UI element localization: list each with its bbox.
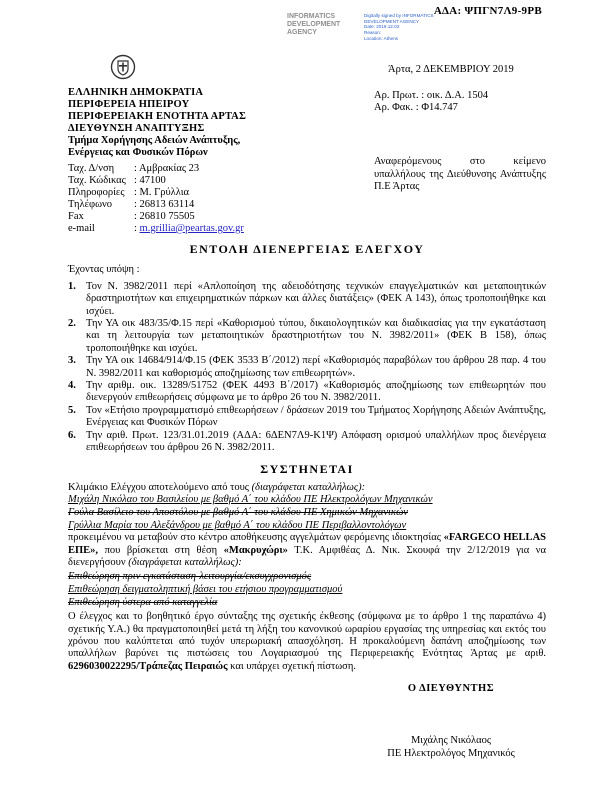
- team-intro-note: (διαγράφεται καταλλήλως):: [251, 481, 366, 493]
- list-item-text: Την αριθ. Πρωτ. 123/31.01.2019 (ΑΔΑ: 6ΔΕΝ7Λ9-Κ1Ψ) Απόφαση ορισμού υπαλλήλων προς διενέργεια επιθεωρήσεων του άρθρου 26 Ν. 3982/2011.: [86, 429, 546, 454]
- inspection-options: [68, 571, 546, 609]
- list-item: [68, 281, 546, 318]
- legal-references-list: [68, 281, 546, 455]
- inspection-text: προκειμένου να μεταβούν στο κέντρο αποθήκευσης αγγελμάτων φερόμενης ιδιοκτησίας: [68, 532, 444, 544]
- contact-row-fax: [68, 211, 368, 223]
- closing-text: και υπάρχει σχετική πίστωση.: [227, 660, 356, 672]
- contact-label: Fax: [68, 211, 84, 222]
- list-item: [68, 355, 546, 380]
- contact-value: : Αμβρακίας 23: [134, 163, 200, 174]
- location-name: «Μακρυχώρι»: [223, 544, 288, 556]
- list-item: [68, 430, 546, 455]
- list-item: [68, 405, 546, 430]
- section-heading-systinetai: ΣΥΣΤΗΝΕΤΑΙ: [260, 461, 354, 476]
- option-struck: Επιθεώρηση πριν εγκατάσταση-λειτουργία/εκσυγχρονισμός: [68, 571, 312, 583]
- option-kept: Επιθεώρηση δειγματοληπτική βάσει του ετήσιου προγραμματισμού: [68, 583, 343, 595]
- contact-row-postcode: [68, 175, 368, 187]
- list-item-text: Την ΥΑ οικ 483/35/Φ.15 περί «Καθορισμού τύπου, δικαιολογητικών και διαδικασίας για την εγκατάσταση και τη λειτουργία των μεταποιητικών δραστηριοτήτων του Ν. 3982/2011» (ΦΕΚ Β 158), όπως τροποποιήθηκε και ισχύει.: [86, 318, 546, 354]
- protocol-number: Αρ. Πρωτ. : οικ. Δ.Α. 1504: [374, 90, 489, 101]
- stamp-sig-line: Location: Athens: [364, 35, 398, 41]
- greek-emblem-icon: [110, 54, 136, 80]
- contact-row-phone: [68, 199, 368, 211]
- team-member-kept: Γρύλλια Μαρία του Αλεξάνδρου με βαθμό Α΄ του κλάδου ΠΕ Περιβαλλοντολόγων: [68, 519, 407, 531]
- list-item-number: 3.: [68, 355, 76, 367]
- contact-block: [68, 163, 368, 235]
- org-line-region: ΠΕΡΙΦΕΡΕΙΑ ΗΠΕΙΡΟΥ: [68, 99, 190, 110]
- digital-signature-stamp: [287, 13, 437, 42]
- contact-row-address: [68, 163, 368, 175]
- contact-label: Τηλέφωνο: [68, 199, 112, 210]
- having-regard-label: Έχοντας υπόψη :: [68, 264, 140, 276]
- contact-label: Ταχ. Δ/νση: [68, 163, 115, 174]
- stamp-sig-line: Reason:: [364, 30, 382, 36]
- contact-label: e-mail: [68, 223, 95, 234]
- department-line-1: Τμήμα Χορήγησης Αδειών Ανάπτυξης,: [68, 135, 241, 146]
- contact-value: : Μ. Γρύλλια: [134, 187, 190, 198]
- document-date: Άρτα, 2 ΔΕΚΕΜΒΡΙΟΥ 2019: [388, 64, 514, 75]
- option-struck: Επιθεώρηση ύστερα από καταγγελία: [68, 596, 218, 608]
- inspection-paragraph: [68, 532, 546, 569]
- recipient-text: Αναφερόμενους στο κείμενο υπαλλήλους της Διεύθυνσης Ανάπτυξης Π.Ε Άρτας: [374, 156, 546, 192]
- list-item-text: Την ΥΑ οικ 14684/914/Φ.15 (ΦΕΚ 3533 Β΄/2012) περί «Καθορισμός παραβόλων του άρθρου 28 παρ. 4 του Ν. 3982/2011 και καθορισμός αποζημίωσης των επιθεωρητών».: [86, 355, 546, 379]
- team-member-kept: Μιχάλη Νικόλαο του Βασιλείου με βαθμό Α΄ του κλάδου ΠΕ Ηλεκτρολόγων Μηχανικών: [68, 494, 433, 506]
- list-item-number: 1.: [68, 280, 76, 292]
- contact-value: : 47100: [134, 175, 166, 186]
- list-item: [68, 380, 546, 405]
- inspection-note: (διαγράφεται καταλλήλως):: [128, 556, 242, 568]
- inspection-text: που βρίσκεται στη θέση: [98, 544, 224, 556]
- signatory-name: Μιχάλης Νικόλαος: [410, 734, 492, 746]
- email-link[interactable]: m.grillia@peartas.gov.gr: [139, 223, 244, 234]
- signature-block: [356, 734, 546, 760]
- list-item-number: 6.: [68, 429, 76, 441]
- list-item-number: 5.: [68, 404, 76, 416]
- file-number: Αρ. Φακ. : Φ14.747: [374, 102, 458, 113]
- stamp-signature-details: [364, 13, 436, 42]
- list-item: [68, 318, 546, 355]
- team-intro-text: Κλιμάκιο Ελέγχου αποτελούμενο από τους: [68, 481, 252, 493]
- closing-text: Ο έλεγχος και το βοηθητικό έργο σύνταξης της σχετικής έκθεσης (σύμφωνα με το άρθρο 1 της παραπάνω 4) σχετικής Υ.Α.) θα πραγματοποιηθεί μετά τη λήξη του κανονικού ωραρίου εργασίας της υπηρεσίας και εκτός του χρόνου που καλύπτεται από τυχόν υπερωριακή απασχόληση. Η προκαλούμενη δαπάνη αποζημίωσης των υπαλλήλων βαρύνει τις πιστώσεις του Λογαριασμού της Περιφερειακής Ενότητας Άρτας με αριθ.: [68, 611, 546, 660]
- contact-value: : 26810 75505: [134, 211, 195, 222]
- signature-role: Ο ΔΙΕΥΘΥΝΤΗΣ: [407, 683, 495, 695]
- stamp-sig-line: Digitally signed by INFORMATICS DEVELOPMENT AGENCY: [364, 13, 434, 24]
- document-title: ΕΝΤΟΛΗ ΔΙΕΝΕΡΓΕΙΑΣ ΕΛΕΓΧΟΥ: [189, 242, 425, 256]
- contact-colon: :: [134, 223, 137, 234]
- protocol-block: [374, 90, 488, 114]
- team-member-struck: Γούλα Βασίλειο του Αποστόλου με βαθμό Α΄ του κλάδου ΠΕ Χημικών Μηχανικών: [68, 506, 408, 518]
- contact-label: Ταχ. Κώδικας: [68, 175, 126, 186]
- stamp-sig-line: Date: 2019.12.02: [364, 24, 400, 30]
- signatory-title: ΠΕ Ηλεκτρολόγος Μηχανικός: [387, 747, 515, 759]
- document-body: [68, 243, 546, 760]
- list-item-text: Τον «Ετήσιο προγραμματισμό επιθεωρήσεων / δράσεων 2019 του Τμήματος Χορήγησης Αδειών Ανάπτυξης, Ενέργειας και Φυσικών Πόρων: [86, 404, 546, 429]
- contact-value: : 26813 63114: [134, 199, 195, 210]
- letterhead: [68, 54, 368, 235]
- org-line-directorate: ΔΙΕΥΘΥΝΣΗ ΑΝΑΠΤΥΞΗΣ: [68, 123, 205, 134]
- stamp-agency-name: INFORMATICS DEVELOPMENT AGENCY: [287, 13, 341, 37]
- contact-row-email: [68, 223, 368, 235]
- team-intro: [68, 482, 546, 494]
- ada-code: ΑΔΑ: ΨΠΓΝ7Λ9-9ΡΒ: [433, 5, 542, 17]
- inspection-text: Τ.Κ. Αμφιθέας Δ. Νικ. Σκουφά την 2/12/2019 για να διενεργήσουν: [68, 544, 546, 568]
- list-item-text: Τον Ν. 3982/2011 περί «Απλοποίηση της αδειοδότησης τεχνικών επαγγελματικών και μεταποιητικών δραστηριοτήτων και επιχειρηματικών πάρκων και άλλες διατάξεις» (ΦΕΚ Α 143), όπως τροποποιήθηκε και ισχύει.: [86, 280, 546, 317]
- contact-label: Πληροφορίες: [68, 187, 125, 198]
- contact-row-information: [68, 187, 368, 199]
- org-line-unit: ΠΕΡΙΦΕΡΕΙΑΚΗ ΕΝΟΤΗΤΑ ΑΡΤΑΣ: [68, 111, 247, 122]
- list-item-text: Την αριθμ. οικ. 13289/51752 (ΦΕΚ 4493 Β΄/2017) «Καθορισμός αποζημίωσης των επιθεωρητών που διενεργούν επιθεωρήσεις σύμφωνα με το άρθρο 26 του Ν. 3982/2011.: [86, 380, 546, 404]
- org-line-republic: ΕΛΛΗΝΙΚΗ ΔΗΜΟΚΡΑΤΙΑ: [68, 87, 204, 98]
- list-item-number: 2.: [68, 318, 76, 330]
- company-name: «FARGECO HELLAS ΕΠΕ»,: [68, 532, 546, 556]
- bank-account: 6296030022295/Τράπεζας Πειραιώς: [68, 660, 228, 672]
- department-line-2: Ενέργειας και Φυσικών Πόρων: [68, 147, 208, 158]
- closing-paragraph: [68, 611, 546, 673]
- list-item-number: 4.: [68, 380, 76, 392]
